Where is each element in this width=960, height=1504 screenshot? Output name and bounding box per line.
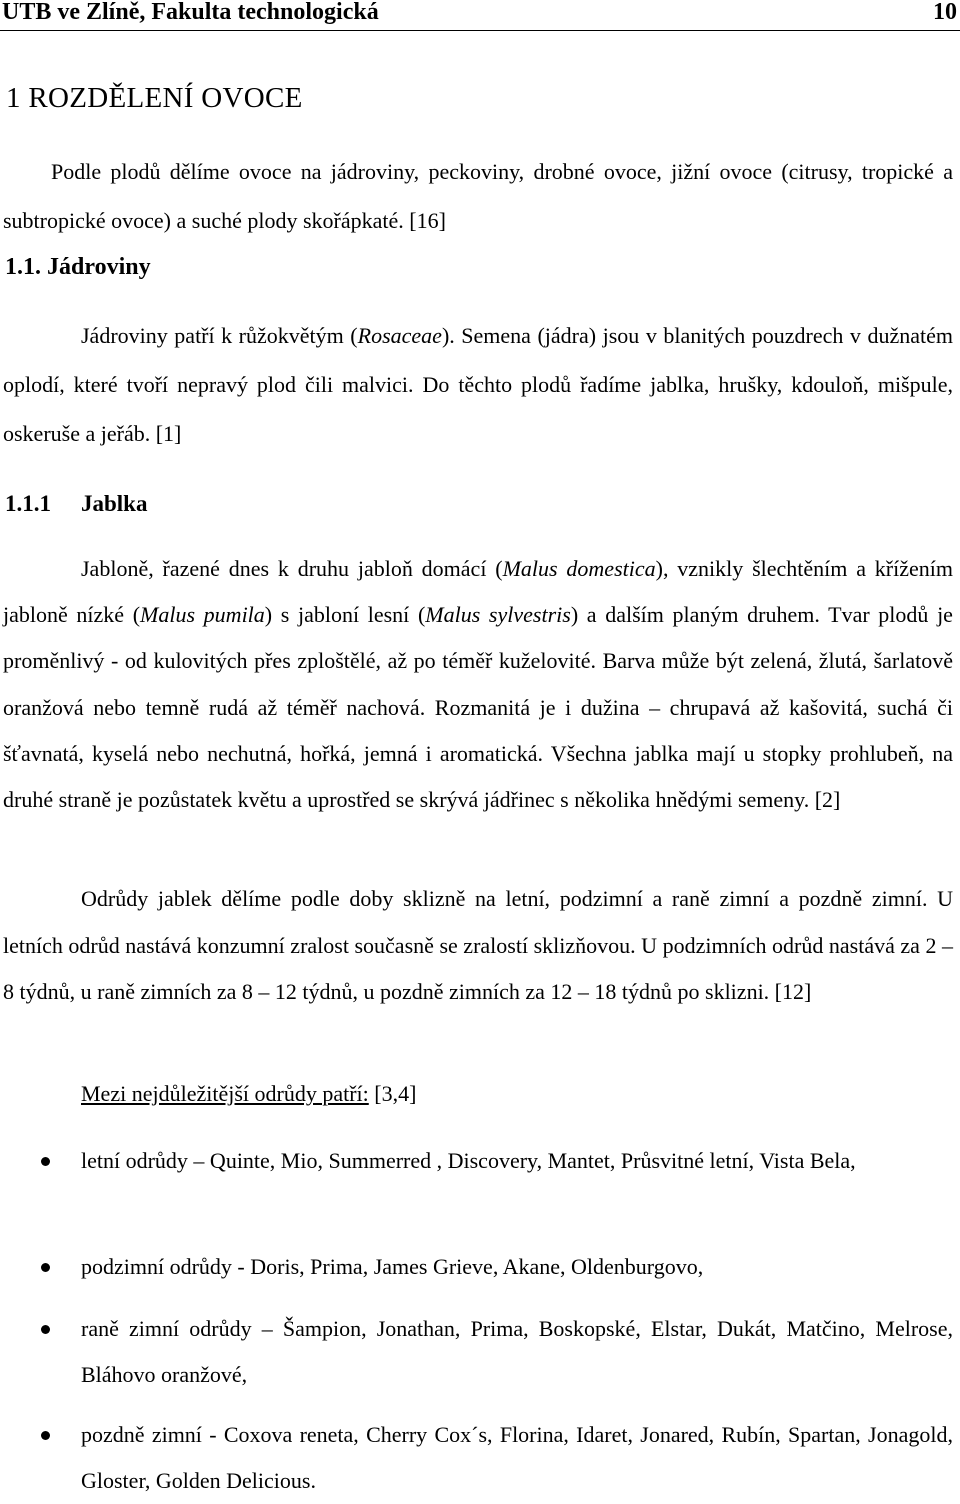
list-intro-ref: [3,4] bbox=[368, 1081, 417, 1106]
list-item bbox=[81, 1412, 953, 1504]
text-run: Jabloně, řazené dnes k druhu jabloň domácí ( bbox=[81, 556, 503, 581]
subsection-title: Jablka bbox=[81, 491, 148, 516]
section-heading: 1.1. Jádroviny bbox=[5, 254, 151, 280]
list-item bbox=[81, 1244, 953, 1290]
list-intro bbox=[81, 1081, 416, 1107]
section-paragraph bbox=[3, 311, 953, 458]
chapter-intro-paragraph: Podle plodů dělíme ovoce na jádroviny, peckoviny, drobné ovoce, jižní ovoce (citrusy, tropické a subtropické ovoce) a suché plody skořápkaté. [16] bbox=[3, 159, 953, 233]
bullet-icon bbox=[41, 1431, 50, 1440]
latin-name: Malus sylvestris bbox=[425, 602, 571, 628]
list-item-text: podzimní odrůdy - Doris, Prima, James Grieve, Akane, Oldenburgovo, bbox=[81, 1254, 704, 1279]
bullet-icon bbox=[41, 1263, 50, 1272]
latin-name: Malus pumila bbox=[140, 602, 265, 628]
text-run: ), vznikly šlechtěním a křížením jabloně nízké ( bbox=[3, 556, 954, 628]
header-title: UTB ve Zlíně, Fakulta technologická bbox=[2, 0, 379, 25]
apples-paragraph bbox=[3, 546, 953, 823]
page-number: 10 bbox=[933, 0, 957, 25]
text-run: ). Semena (jádra) jsou v blanitých pouzdrech v dužnatém oplodí, které tvoří nepravý plod čili malvici. Do těchto plodů řadíme jablka, hrušky, kdouloň, mišpule, oskeruše a jeřáb. [1] bbox=[3, 323, 953, 446]
latin-name: Malus domestica bbox=[502, 556, 656, 581]
latin-name: Rosaceae bbox=[357, 323, 442, 348]
varieties-paragraph: Odrůdy jablek dělíme podle doby sklizně na letní, podzimní a raně zimní a pozdně zimní. U letních odrůd nastává konzumní zralost současně se zralostí sklizňovou. U podzimních odrůd nastává za 2 – 8 týdnů, u raně zimních za 8 – 12 týdnů, u pozdně zimních za 12 – 18 týdnů po sklizni. [12] bbox=[3, 886, 953, 1005]
list-item-text: pozdně zimní - Coxova reneta, Cherry Cox´s, Florina, Idaret, Jonared, Rubín, Spartan, Jonagold, Gloster, Golden Delicious. bbox=[81, 1422, 953, 1493]
list-item bbox=[81, 1138, 953, 1184]
text-run: Jádroviny patří k růžokvětým ( bbox=[81, 323, 358, 348]
bullet-icon bbox=[41, 1157, 50, 1166]
list-item bbox=[81, 1306, 953, 1398]
list-item-text: letní odrůdy – Quinte, Mio, Summerred , Discovery, Mantet, Průsvitné letní, Vista Bela, bbox=[81, 1148, 856, 1173]
list-item-text: raně zimní odrůdy – Šampion, Jonathan, Prima, Boskopské, Elstar, Dukát, Matčino, Melrose, Bláhovo oranžové, bbox=[81, 1316, 953, 1387]
list-intro-text: Mezi nejdůležitější odrůdy patří: bbox=[81, 1081, 369, 1106]
text-run: ) s jabloní lesní ( bbox=[264, 602, 426, 628]
page-header bbox=[0, 0, 960, 31]
text-run: ) a dalším planým druhem. Tvar plodů je proměnlivý - od kulovitých přes zploštělé, až po téměř kuželovité. Barva může být zelená, žlutá, šarlatově oranžová nebo temně rudá až téměř nachová. Rozmanitá je i dužina – chrupavá až kašovitá, suchá či šťavnatá, kyselá nebo nechutná, hořká, jemná i aromatická. Všechna jablka mají u stopky prohlubeň, na druhé straně je pozůstatek květu a uprostřed se skrývá jádřinec s několika hnědými semeny. [2] bbox=[3, 602, 953, 813]
chapter-heading: 1 ROZDĚLENÍ OVOCE bbox=[6, 82, 303, 114]
subsection-heading bbox=[5, 491, 147, 517]
subsection-number: 1.1.1 bbox=[5, 491, 51, 516]
bullet-icon bbox=[41, 1325, 50, 1334]
